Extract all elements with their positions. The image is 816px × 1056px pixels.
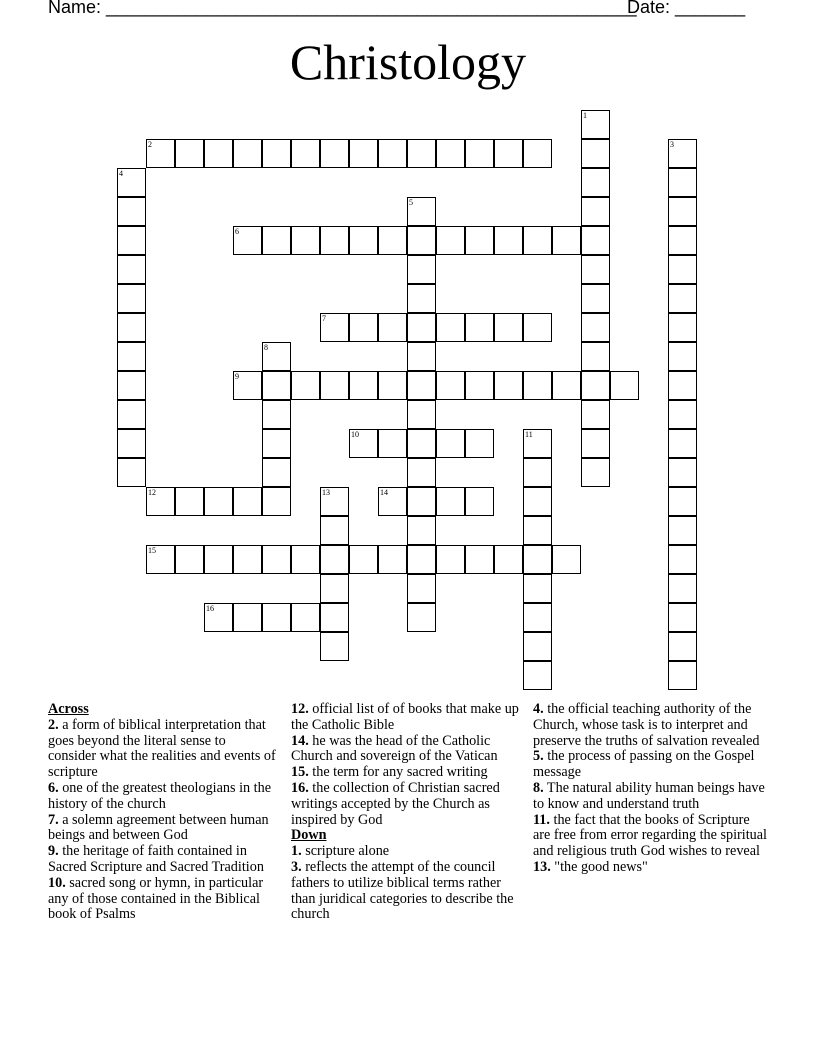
down-clue-3: 3. reflects the attempt of the council fathers to utilize biblical terms rather than juridical categories to describe the church <box>291 858 514 923</box>
grid-cell[interactable] <box>407 342 436 371</box>
grid-cell[interactable] <box>668 661 697 690</box>
grid-cell[interactable] <box>407 255 436 284</box>
grid-cell[interactable] <box>378 487 407 516</box>
grid-cell[interactable] <box>204 603 233 632</box>
grid-cell[interactable] <box>233 139 262 168</box>
grid-cell[interactable] <box>668 342 697 371</box>
grid-cell[interactable] <box>117 313 146 342</box>
grid-cell[interactable] <box>407 429 436 458</box>
clue-number: 16 <box>206 604 214 613</box>
grid-cell[interactable] <box>320 139 349 168</box>
down-clue-8: 8. The natural ability human beings have to know and understand truth <box>533 779 765 812</box>
grid-cell[interactable] <box>407 487 436 516</box>
clues-column-1 <box>48 702 276 923</box>
across-clue-14: 14. he was the head of the Catholic Church and sovereign of the Vatican <box>291 732 498 765</box>
grid-cell[interactable] <box>494 371 523 400</box>
grid-cell[interactable] <box>117 458 146 487</box>
grid-cell[interactable] <box>668 603 697 632</box>
grid-cell[interactable] <box>581 400 610 429</box>
grid-cell[interactable] <box>465 313 494 342</box>
grid-cell[interactable] <box>320 313 349 342</box>
across-heading: Across <box>48 701 89 717</box>
grid-cell[interactable] <box>146 545 175 574</box>
grid-cell[interactable] <box>581 371 610 400</box>
grid-cell[interactable] <box>378 371 407 400</box>
grid-cell[interactable] <box>117 400 146 429</box>
grid-cell[interactable] <box>320 574 349 603</box>
grid-cell[interactable] <box>523 371 552 400</box>
grid-cell[interactable] <box>523 661 552 690</box>
grid-cell[interactable] <box>262 400 291 429</box>
grid-cell[interactable] <box>291 603 320 632</box>
grid-cell[interactable] <box>320 632 349 661</box>
grid-cell[interactable] <box>407 284 436 313</box>
grid-cell[interactable] <box>668 487 697 516</box>
grid-cell[interactable] <box>204 487 233 516</box>
grid-cell[interactable] <box>407 603 436 632</box>
grid-cell[interactable] <box>668 429 697 458</box>
grid-cell[interactable] <box>668 168 697 197</box>
across-clue-7: 7. a solemn agreement between human beings and between God <box>48 811 269 844</box>
grid-cell[interactable] <box>262 139 291 168</box>
grid-cell[interactable] <box>523 574 552 603</box>
grid-cell[interactable] <box>581 429 610 458</box>
grid-cell[interactable] <box>233 226 262 255</box>
down-heading: Down <box>291 827 327 844</box>
grid-cell[interactable] <box>668 400 697 429</box>
clue-number: 3 <box>670 140 674 149</box>
grid-cell[interactable] <box>175 545 204 574</box>
grid-cell[interactable] <box>117 371 146 400</box>
down-clue-11: 11. the fact that the books of Scripture are free from error regarding the spiritual and religious truth God wishes to reveal <box>533 811 767 860</box>
clue-number: 7 <box>322 314 326 323</box>
grid-cell[interactable] <box>668 226 697 255</box>
grid-cell[interactable] <box>668 574 697 603</box>
grid-cell[interactable] <box>581 139 610 168</box>
down-clue-4: 4. the official teaching authority of the Church, whose task is to interpret and preserve the truths of salvation revealed <box>533 701 760 749</box>
grid-cell[interactable] <box>320 226 349 255</box>
grid-cell[interactable] <box>262 603 291 632</box>
grid-cell[interactable] <box>465 545 494 574</box>
grid-cell[interactable] <box>262 458 291 487</box>
grid-cell[interactable] <box>291 545 320 574</box>
across-clue-15: 15. the term for any sacred writing <box>291 764 488 781</box>
grid-cell[interactable] <box>349 429 378 458</box>
grid-cell[interactable] <box>291 139 320 168</box>
grid-cell[interactable] <box>262 342 291 371</box>
grid-cell[interactable] <box>233 603 262 632</box>
grid-cell[interactable] <box>581 255 610 284</box>
down-clue-13: 13. "the good news" <box>533 858 648 875</box>
grid-cell[interactable] <box>407 545 436 574</box>
clue-number: 1 <box>583 111 587 120</box>
grid-cell[interactable] <box>378 545 407 574</box>
grid-cell[interactable] <box>465 226 494 255</box>
grid-cell[interactable] <box>204 139 233 168</box>
grid-cell[interactable] <box>668 545 697 574</box>
grid-cell[interactable] <box>552 371 581 400</box>
grid-cell[interactable] <box>523 603 552 632</box>
grid-cell[interactable] <box>291 226 320 255</box>
grid-cell[interactable] <box>407 516 436 545</box>
grid-cell[interactable] <box>436 371 465 400</box>
grid-cell[interactable] <box>436 226 465 255</box>
across-clue-9: 9. the heritage of faith contained in Sacred Scripture and Sacred Tradition <box>48 843 264 875</box>
date-field[interactable]: Date: _______ <box>627 0 746 17</box>
grid-cell[interactable] <box>523 545 552 574</box>
clue-number: 15 <box>148 546 156 555</box>
grid-cell[interactable] <box>668 632 697 661</box>
grid-cell[interactable] <box>262 429 291 458</box>
across-clue-12: 12. official list of of books that make up the Catholic Bible <box>291 701 519 733</box>
grid-cell[interactable] <box>378 139 407 168</box>
clue-number: 11 <box>525 430 533 439</box>
across-clue-6: 6. one of the greatest theologians in the history of the church <box>48 779 271 812</box>
grid-cell[interactable] <box>407 371 436 400</box>
grid-cell[interactable] <box>494 313 523 342</box>
grid-cell[interactable] <box>668 284 697 313</box>
grid-cell[interactable] <box>668 371 697 400</box>
down-clue-5: 5. the process of passing on the Gospel message <box>533 748 755 781</box>
grid-cell[interactable] <box>233 371 262 400</box>
grid-cell[interactable] <box>552 226 581 255</box>
grid-cell[interactable] <box>175 487 204 516</box>
clue-number: 6 <box>235 227 239 236</box>
grid-cell[interactable] <box>146 139 175 168</box>
grid-cell[interactable] <box>378 226 407 255</box>
grid-cell[interactable] <box>436 313 465 342</box>
grid-cell[interactable] <box>494 139 523 168</box>
clue-number: 4 <box>119 169 123 178</box>
grid-cell[interactable] <box>117 342 146 371</box>
grid-cell[interactable] <box>349 313 378 342</box>
grid-cell[interactable] <box>320 371 349 400</box>
grid-cell[interactable] <box>523 487 552 516</box>
grid-cell[interactable] <box>349 371 378 400</box>
grid-cell[interactable] <box>436 139 465 168</box>
grid-cell[interactable] <box>581 197 610 226</box>
grid-cell[interactable] <box>320 603 349 632</box>
across-clue-16: 16. the collection of Christian sacred writings accepted by the Church as inspired by God <box>291 779 500 828</box>
grid-cell[interactable] <box>262 545 291 574</box>
grid-cell[interactable] <box>494 226 523 255</box>
clue-number: 13 <box>322 488 330 497</box>
grid-cell[interactable] <box>436 545 465 574</box>
grid-cell[interactable] <box>320 545 349 574</box>
grid-cell[interactable] <box>407 400 436 429</box>
grid-cell[interactable] <box>581 168 610 197</box>
grid-cell[interactable] <box>465 371 494 400</box>
grid-cell[interactable] <box>146 487 175 516</box>
clue-number: 10 <box>351 430 359 439</box>
grid-cell[interactable] <box>523 429 552 458</box>
grid-cell[interactable] <box>581 342 610 371</box>
grid-cell[interactable] <box>407 197 436 226</box>
name-field[interactable]: Name: _____________________________________________________ <box>48 0 637 17</box>
grid-cell[interactable] <box>523 313 552 342</box>
clue-number: 2 <box>148 140 152 149</box>
grid-cell[interactable] <box>610 371 639 400</box>
grid-cell[interactable] <box>262 487 291 516</box>
grid-cell[interactable] <box>291 371 320 400</box>
grid-cell[interactable] <box>320 516 349 545</box>
grid-cell[interactable] <box>465 429 494 458</box>
grid-cell[interactable] <box>523 632 552 661</box>
grid-cell[interactable] <box>175 139 204 168</box>
grid-cell[interactable] <box>668 197 697 226</box>
grid-cell[interactable] <box>378 429 407 458</box>
grid-cell[interactable] <box>117 284 146 313</box>
grid-cell[interactable] <box>581 313 610 342</box>
grid-cell[interactable] <box>552 545 581 574</box>
grid-cell[interactable] <box>117 168 146 197</box>
clue-number: 9 <box>235 372 239 381</box>
grid-cell[interactable] <box>581 110 610 139</box>
grid-cell[interactable] <box>523 139 552 168</box>
grid-cell[interactable] <box>407 226 436 255</box>
grid-cell[interactable] <box>668 139 697 168</box>
clue-number: 8 <box>264 343 268 352</box>
across-clue-10: 10. sacred song or hymn, in particular any of those contained in the Biblical book of Psalms <box>48 874 264 923</box>
puzzle-title: Christology <box>289 34 527 90</box>
grid-cell[interactable] <box>436 487 465 516</box>
grid-cell[interactable] <box>204 545 233 574</box>
grid-cell[interactable] <box>523 516 552 545</box>
clues-column-3 <box>533 702 769 876</box>
clue-number: 12 <box>148 488 156 497</box>
down-clue-1: 1. scripture alone <box>291 843 390 860</box>
grid-cell[interactable] <box>233 487 262 516</box>
grid-cell[interactable] <box>668 255 697 284</box>
grid-cell[interactable] <box>523 226 552 255</box>
grid-cell[interactable] <box>436 429 465 458</box>
grid-cell[interactable] <box>262 371 291 400</box>
grid-cell[interactable] <box>465 139 494 168</box>
grid-cell[interactable] <box>233 545 262 574</box>
grid-cell[interactable] <box>320 487 349 516</box>
clues-column-2 <box>291 702 527 923</box>
grid-cell[interactable] <box>581 284 610 313</box>
grid-cell[interactable] <box>349 545 378 574</box>
across-clue-2: 2. a form of biblical interpretation that goes beyond the literal sense to consider what the realities and events of scripture <box>48 716 276 781</box>
grid-cell[interactable] <box>407 139 436 168</box>
grid-cell[interactable] <box>117 226 146 255</box>
grid-cell[interactable] <box>378 313 407 342</box>
grid-cell[interactable] <box>668 458 697 487</box>
grid-cell[interactable] <box>668 313 697 342</box>
grid-cell[interactable] <box>407 574 436 603</box>
grid-cell[interactable] <box>407 458 436 487</box>
grid-cell[interactable] <box>117 197 146 226</box>
grid-cell[interactable] <box>465 487 494 516</box>
grid-cell[interactable] <box>668 516 697 545</box>
clue-number: 5 <box>409 198 413 207</box>
clue-number: 14 <box>380 488 388 497</box>
grid-cell[interactable] <box>262 226 291 255</box>
grid-cell[interactable] <box>581 226 610 255</box>
grid-cell[interactable] <box>494 545 523 574</box>
grid-cell[interactable] <box>349 226 378 255</box>
grid-cell[interactable] <box>581 458 610 487</box>
grid-cell[interactable] <box>117 255 146 284</box>
grid-cell[interactable] <box>349 139 378 168</box>
grid-cell[interactable] <box>407 313 436 342</box>
grid-cell[interactable] <box>117 429 146 458</box>
grid-cell[interactable] <box>523 458 552 487</box>
